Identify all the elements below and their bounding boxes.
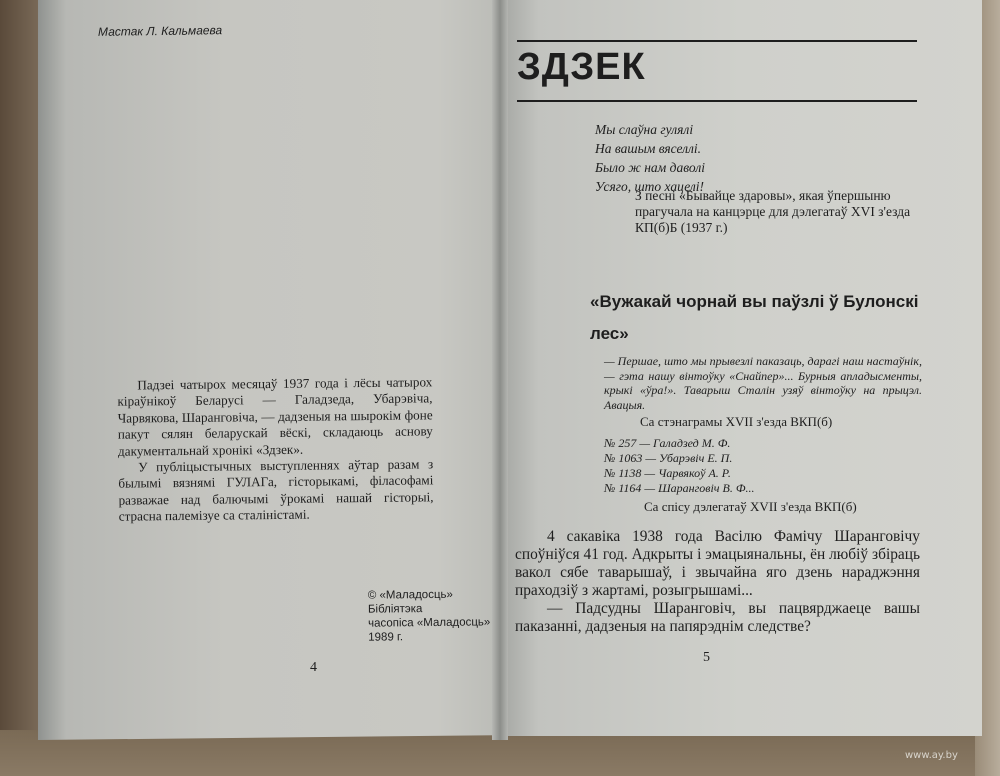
publisher-imprint — [368, 587, 491, 644]
epigraph-line: Было ж нам даволі — [595, 160, 705, 175]
epigraph — [595, 120, 705, 196]
page-number-left: 4 — [310, 660, 317, 675]
chapter-title: ЗДЗЕК — [517, 46, 646, 88]
book-annotation — [117, 374, 434, 525]
table-surface-left — [0, 0, 40, 776]
imprint-line: часопіса «Маладосць» — [368, 616, 491, 630]
annotation-paragraph: Падзеі чатырох месяцаў 1937 года і лёсы чатырох кіраўнікоў Беларусі — Галадзеда, Убарэвіча, Чарвякова, Шаранговіча, — дадзеныя на шырокім фоне пакут сялян беларускай вёскі, складаюць аснову дакументальнай хронікі «Здзек». — [117, 374, 433, 459]
list-item: № 257 — Галадзед М. Ф. — [604, 436, 731, 450]
list-item: № 1063 — Убарэвіч Е. П. — [604, 451, 733, 465]
epigraph-line: На вашым вяселлі. — [595, 141, 702, 156]
illustrator-credit: Мастак Л. Кальмаева — [97, 23, 223, 39]
imprint-line: 1989 г. — [368, 631, 404, 644]
body-paragraph: 4 сакавіка 1938 года Васілю Фамічу Шаранговічу споўніўся 41 год. Адкрыты і эмацыянальны, ён любіў збіраць вакол сябе таварышаў, і звычайна яго дзень нараджэння праходзіў з жартамі, розыгрышамі... — [515, 528, 920, 599]
delegate-list — [604, 436, 755, 496]
annotation-paragraph: У публіцыстычных выступленнях аўтар разам з былымі вязнямі ГУЛАГа, гісторыкамі, філасофамі разважае над балючымі ўрокамі нашай гісторыі, страсна палемізуе са сталіністамі. — [118, 456, 434, 524]
section-subtitle: «Вужакай чорнай вы паўзлі ў Булонскі лес» — [590, 292, 919, 343]
imprint-line: Бібліятэка — [367, 603, 423, 616]
page-number-right: 5 — [703, 650, 710, 665]
list-source: Са спісу дэлегатаў XVII з'езда ВКП(б) — [644, 499, 857, 514]
transcript-quote: — Першае, што мы прывезлі паказаць, дарагі наш настаўнік, — гэта нашу вінтоўку «Снайпер»... Бурныя апладысменты, крыкі «ўра!». Таварыш Сталін узяў вінтоўку на прыцэл. Авацыя. — [604, 354, 922, 412]
imprint-line: © «Маладосць» — [367, 588, 453, 602]
body-paragraph: — Падсудны Шаранговіч, вы пацвярджаеце вашы паказанні, дадзеныя на папярэднім следстве? — [515, 600, 920, 635]
epigraph-line: Мы слаўна гулялі — [595, 122, 694, 137]
book-gutter — [492, 0, 508, 740]
epigraph-source: З песні «Бывайце здаровы», якая ўпершыню прагучала на канцэрце для дэлегатаў XVI з'езда КП(б)Б (1937 г.) — [635, 188, 911, 235]
body-text — [515, 528, 920, 636]
epigraph-line: Усяго, што хацелі! — [595, 179, 704, 194]
site-watermark: www.ay.by — [905, 750, 958, 761]
list-item: № 1138 — Чарвякоў А. Р. — [604, 466, 731, 480]
title-rule-bottom — [517, 100, 917, 102]
title-rule-top — [517, 40, 917, 42]
quote-source: Са стэнаграмы XVII з'езда ВКП(б) — [640, 414, 833, 429]
list-item: № 1164 — Шаранговіч В. Ф... — [604, 481, 755, 495]
